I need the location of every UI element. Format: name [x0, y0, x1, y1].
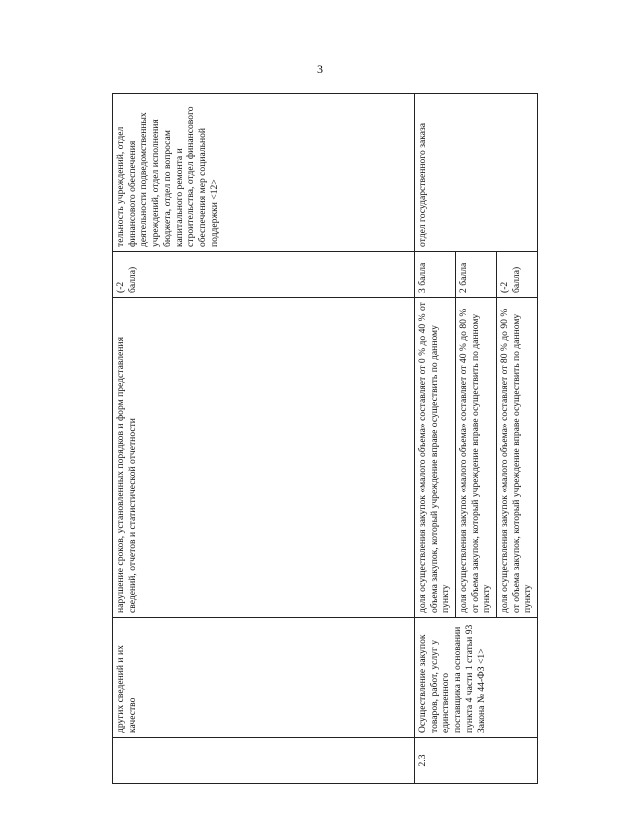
table-row [113, 94, 415, 784]
indicator-name-cell: Осуществление закупок товаров, работ, услуг у единственного поставщика на основании пункта 4 части 1 статьи 93 Закона № 44-ФЗ <1> [415, 618, 538, 738]
row-number-cell [113, 738, 415, 784]
criterion-cell: нарушение сроков, установленных порядков и форм представления сведений, отчетов и статистической отчетности [113, 298, 415, 618]
points-cell: 3 балла [415, 252, 456, 298]
table-row [415, 94, 456, 784]
table-wrapper [112, 94, 537, 784]
rotated-table-area [112, 94, 537, 784]
page-number: 3 [317, 62, 323, 76]
criterion-cell: доля осуществления закупок «малого объема» составляет от 40 % до 80 % от объема закупок, который учреждение вправе осуществить по данному пункту [456, 298, 497, 618]
responsible-cell: тельность учреждений, отдел финансового обеспечения деятельности подведомственных учреждений, отдел исполнения бюджета, отдел по вопросам капитального ремонта и строительства, отдел финансового обеспечения мер социальной поддержки <12> [113, 94, 415, 252]
criteria-table [112, 93, 538, 784]
points-cell: (-2 балла) [497, 252, 538, 298]
points-cell: (-2 балла) [113, 252, 415, 298]
criterion-cell: доля осуществления закупок «малого объема» составляет от 0 % до 40 % от объема закупок, который учреждение вправе осуществить по данному пункту [415, 298, 456, 618]
indicator-name-cell: других сведений и их качество [113, 618, 415, 738]
points-cell: 2 балла [456, 252, 497, 298]
row-number-cell: 2.3 [415, 738, 538, 784]
criterion-cell: доля осуществления закупок «малого объема» составляет от 80 % до 90 % от объема закупок, который учреждение вправе осуществить по данному пункту [497, 298, 538, 618]
responsible-cell: отдел государственного заказа [415, 94, 538, 252]
